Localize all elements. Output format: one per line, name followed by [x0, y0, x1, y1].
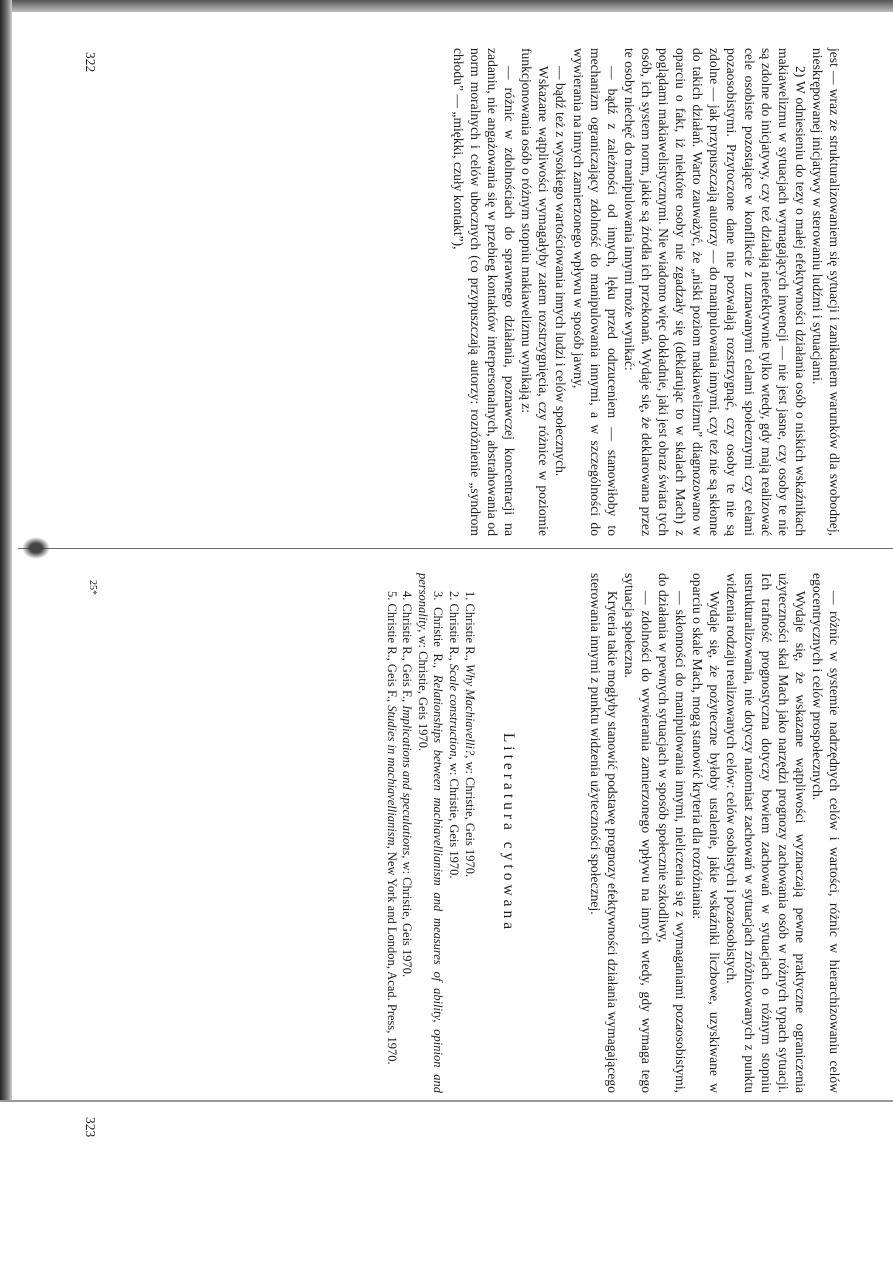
paragraph: Kryteria takie mogłyby stanowić podstawę prognozy efektywności działania wymagającego sterowania innymi z punktu widzenia użyteczności społecznej. [587, 573, 620, 1093]
references-heading: Literatura cytowana [499, 732, 517, 934]
reference-authors: 1. Christie R., [462, 591, 477, 664]
reference-title: Implications and speculations [400, 705, 415, 856]
gutter-shadow [22, 537, 50, 559]
reference-source: , w: Christie, Geis 1970. [462, 755, 477, 878]
paragraph: — bądź też z wysokiego wartościowania innych ludzi i celów społecznych. [553, 66, 569, 477]
paragraph: — różnic w zdolnościach do sprawnego działania, poznawczej koncentracji na zadaniu, nie angażowania się w przebieg kontaktów interpersonalnych, abstrahowania od norm moralnych i celów ubocznych (co przypuszczają autorzy: rozróżnienie „syndrom chłodu” — „miękki, czuły kontakt”), [450, 48, 518, 536]
scan-edge-left [0, 0, 12, 1100]
paragraph: — różnic w systemie nadrzędnych celów i wartości, różnic w hierarchizowaniu celów egocentrycznych i celów prospołecznych. [809, 573, 842, 1093]
reference-source: , w: Christie, Geis 1970. [400, 855, 415, 978]
page-323 [38, 573, 843, 1093]
signature-mark: 25* [87, 580, 98, 595]
paragraph: jest — wraz ze strukturalizowaniem się sytuacji i zanikaniem warunków dla swobodnej, nieskrępowanej inicjatywy w sterowaniu ludźmi i sytuacjami. [809, 48, 842, 536]
paragraph: Wydaje się, że pożyteczne byłoby ustalenie, jakie wskaźniki liczbowe, uzyskiwane w oparciu o skale Mach, mogą stanowić kryteria dla rozróżniania: [690, 573, 723, 1093]
book-gutter [18, 548, 893, 549]
paragraph: — zdolności do wywierania zamierzonego wpływu na innych wtedy, gdy wymaga tego sytuacja społeczna. [621, 573, 654, 1093]
reference-source: , New York and London, Acad. Press, 1970. [384, 845, 399, 1065]
reference-title: Studies in machiavellianism [384, 705, 399, 846]
paragraph: — bądź z zależności od innych, lęku przed odrzuceniem — stanowiłoby to mechanizm ograniczający zdolność do manipulowania innymi, a w szczególności do wywierania na innych zamierzonego wpływu w sposób jawny, [570, 48, 620, 536]
paragraph: Wydaje się, że wskazane wątpliwości wyznaczają pewne praktyczne ograniczenia użyteczności skal Mach jako narzędzi prognozy zachowania osób w różnych typach sytuacji. Ich trafność prognostyczna dotyczy bowiem zachowań w sytuacjach o różnym stopniu ustrukturalizowania, nie dotyczy natomiast zachowań w sytuacjach zróżnicowanych z punktu widzenia rodzaju realizowanych celów: celów osobistych i pozaosobistych. [724, 573, 808, 1093]
reference-title: Why Machiavelli? [462, 663, 477, 756]
right-page-text [587, 573, 843, 1093]
reference-authors: 4. Christie R., Geis F., [400, 591, 415, 706]
paragraph: Wskazane wątpliwości wymagałyby zatem rozstrzygnięcia, czy różnice w poziomie funkcjonowania osób o różnym stopniu makiawelizmu wynikają z: [519, 48, 552, 536]
reference-item [445, 573, 461, 1093]
reference-title: Scale construction [447, 663, 461, 757]
reference-item [399, 573, 415, 1093]
reference-authors: 3. Christie R., [431, 591, 446, 675]
reference-authors: 2. Christie R., [447, 591, 461, 664]
page-number-right: 323 [83, 1117, 98, 1138]
left-page-body [450, 48, 843, 536]
references-list [383, 573, 477, 1093]
right-page-body [383, 573, 843, 1093]
scan-edge-top [0, 0, 893, 12]
page-number-left: 322 [83, 52, 98, 73]
reference-item [414, 573, 445, 1093]
reference-item [461, 573, 477, 1093]
reference-source: , w: Christie, Geis 1970. [447, 756, 461, 879]
scan-edge-bottom [0, 1100, 893, 1102]
reference-authors: 5. Christie R., Geis F., [384, 591, 399, 706]
page-322 [38, 48, 843, 536]
reference-title: Relationships between machiavellianism and measures of ability, opinion and personality [415, 573, 446, 1093]
paragraph: — skłonności do manipulowania innymi, nieliczenia się z wymaganiami pozaosobistymi, do działania w pewnych sytuacjach w sposób społecznie szkodliwy, [656, 573, 689, 1093]
reference-item [383, 573, 399, 1093]
reference-source: , w: Christie, Geis 1970. [415, 629, 430, 752]
paragraph: 2) W odniesieniu do tezy o małej efektywności działania osób o niskich wskaźnikach makiawelizmu w sytuacjach wymagających inwencji — nie jest jasne, czy osoby te nie są zdolne do inicjatywy, czy też działają nieefektywnie tylko wtedy, gdy mają realizować cele osobiste pozostające w konflikcie z uznawanymi celami społecznymi czy celami pozaosobistymi. Przytoczone dane nie pozwalają rozstrzygnąć, czy osoby te nie są zdolne — jak przypuszczają autorzy — do manipulowania innymi, czy też nie są skłonne do takich działań. Warto zauważyć, że „niski poziom makiawelizmu” diagnozowano w oparciu o fakt, iż niektóre osoby nie zgadzały się (deklarując to w skalach Mach) z poglądami makiawelistycznymi. Nie wiadomo więc dokładnie, jaki jest obraz świata tych osób, ich system norm, jakie są źródła ich przekonań. Wydaje się, że deklarowana przez te osoby niechęć do manipulowania innymi może wynikać: [621, 48, 808, 536]
